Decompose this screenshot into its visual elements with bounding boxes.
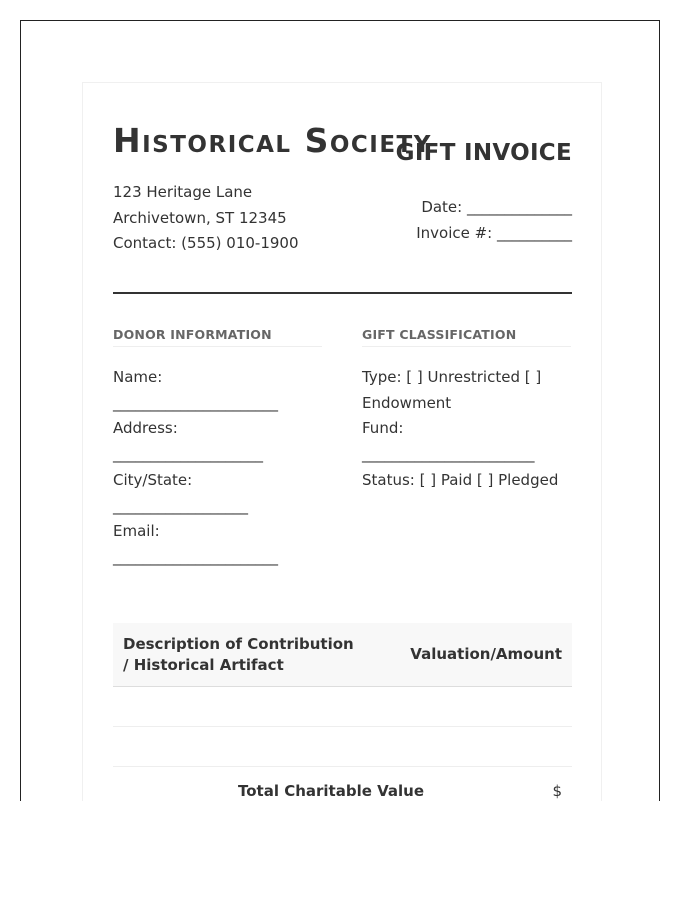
gift-fields: [362, 365, 571, 494]
table-row: [113, 687, 572, 727]
donor-fields: [113, 365, 322, 571]
donor-address-blank: ____________________: [113, 445, 263, 464]
donor-email-label: Email:: [113, 522, 160, 541]
contribution-table: [113, 623, 572, 801]
donor-name-label: Name:: [113, 368, 163, 386]
table-header: [113, 623, 572, 687]
donor-city-blank: __________________: [113, 496, 248, 515]
gift-classification-heading: GIFT CLASSIFICATION: [362, 327, 571, 347]
invoice-header: [113, 121, 572, 297]
column-header-amount: Valuation/Amount: [410, 645, 562, 663]
total-value: $: [552, 782, 562, 800]
date-field: Date: ______________: [421, 198, 572, 216]
organization-address: [113, 180, 299, 257]
invoice-title: GIFT INVOICE: [395, 140, 572, 166]
gift-status-options: Status: [ ] Paid [ ] Pledged: [362, 470, 559, 489]
gift-classification-section: [362, 327, 571, 494]
table-row: [113, 727, 572, 767]
page-frame: [20, 20, 660, 801]
donor-name-blank: ______________________: [113, 393, 278, 412]
gift-fund-blank: _______________________: [362, 445, 535, 464]
donor-email-blank: ______________________: [113, 547, 278, 566]
organization-name: Historical Society: [113, 121, 432, 160]
contact-phone: Contact: (555) 010-1900: [113, 234, 299, 252]
donor-city-label: City/State:: [113, 470, 193, 489]
invoice-number-field: Invoice #: __________: [416, 224, 572, 242]
header-divider: [113, 292, 572, 294]
total-row: [113, 767, 572, 801]
column-header-description: Description of Contribution / Historical Artifact: [123, 635, 354, 674]
donor-information-heading: DONOR INFORMATION: [113, 327, 322, 347]
donor-address-label: Address:: [113, 419, 178, 438]
invoice-document: [82, 82, 602, 801]
total-label: Total Charitable Value: [238, 782, 425, 800]
gift-type-options: Type: [ ] Unrestricted [ ] Endowment: [362, 368, 542, 412]
address-line-2: Archivetown, ST 12345: [113, 208, 287, 227]
invoice-meta: [416, 194, 572, 246]
donor-information-section: [113, 327, 322, 571]
gift-fund-label: Fund:: [362, 419, 404, 438]
address-line-1: 123 Heritage Lane: [113, 183, 253, 201]
